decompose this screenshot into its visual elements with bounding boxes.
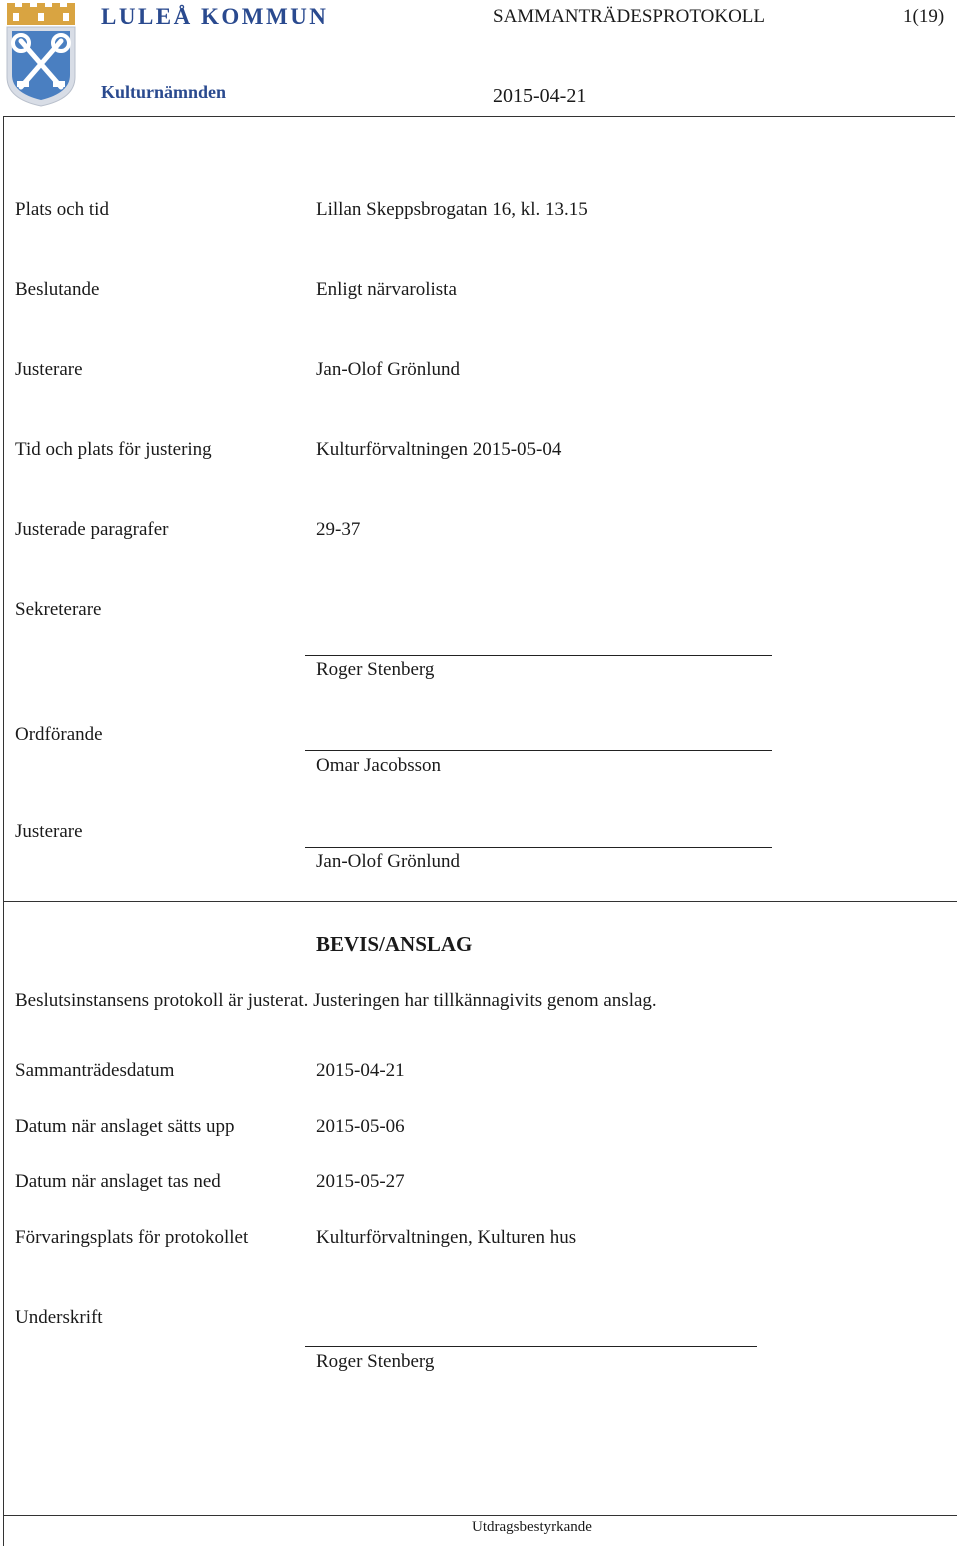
adjustment-time-place-value: Kulturförvaltningen 2015-05-04 [316, 439, 562, 460]
notice-signature-line [305, 1346, 757, 1347]
notice-signer-name: Roger Stenberg [316, 1351, 435, 1372]
decision-makers-label: Beslutande [15, 279, 100, 300]
secretary-signature-line [305, 655, 772, 656]
chair-label: Ordförande [15, 724, 103, 745]
chair-signature-line [305, 750, 772, 751]
footer-certification: Utdragsbestyrkande [472, 1519, 592, 1535]
page-number: 1(19) [903, 6, 945, 27]
decision-makers-value: Enligt närvarolista [316, 279, 457, 300]
committee-name: Kulturnämnden [101, 82, 227, 102]
footer-divider [3, 1515, 957, 1516]
signature-label: Underskrift [15, 1307, 103, 1328]
secretary-name: Roger Stenberg [316, 659, 435, 680]
removal-date-label: Datum när anslaget tas ned [15, 1171, 221, 1192]
meeting-date-label: Sammanträdesdatum [15, 1060, 175, 1081]
coat-of-arms-icon [3, 3, 79, 107]
adjuster-signature-label: Justerare [15, 821, 83, 842]
meeting-date: 2015-04-21 [493, 85, 587, 107]
posting-date-label: Datum när anslaget sätts upp [15, 1116, 235, 1137]
posting-date-value: 2015-05-06 [316, 1116, 405, 1137]
adjuster-value: Jan-Olof Grönlund [316, 359, 461, 380]
notice-title: BEVIS/ANSLAG [316, 932, 473, 956]
storage-place-label: Förvaringsplats för protokollet [15, 1227, 249, 1248]
left-border [3, 116, 4, 1546]
document-type: SAMMANTRÄDESPROTOKOLL [493, 6, 766, 27]
place-time-label: Plats och tid [15, 199, 109, 220]
adjusted-paragraphs-label: Justerade paragrafer [15, 519, 169, 540]
removal-date-value: 2015-05-27 [316, 1171, 405, 1192]
adjuster-signature-line [305, 847, 772, 848]
place-time-value: Lillan Skeppsbrogatan 16, kl. 13.15 [316, 199, 588, 220]
adjuster-label: Justerare [15, 359, 83, 380]
adjustment-time-place-label: Tid och plats för justering [15, 439, 212, 460]
notice-divider [3, 901, 957, 902]
organization-name: LULEÅ KOMMUN [101, 4, 329, 29]
secretary-label: Sekreterare [15, 599, 102, 620]
municipality-coat-of-arms [3, 3, 79, 107]
meeting-date-value: 2015-04-21 [316, 1060, 405, 1081]
chair-name: Omar Jacobsson [316, 755, 442, 776]
header-divider [3, 116, 955, 117]
adjuster-name: Jan-Olof Grönlund [316, 851, 461, 872]
storage-place-value: Kulturförvaltningen, Kulturen hus [316, 1227, 577, 1248]
notice-statement: Beslutsinstansens protokoll är justerat. Justeringen har tillkännagivits genom anslag. [15, 990, 657, 1011]
adjusted-paragraphs-value: 29-37 [316, 519, 361, 540]
